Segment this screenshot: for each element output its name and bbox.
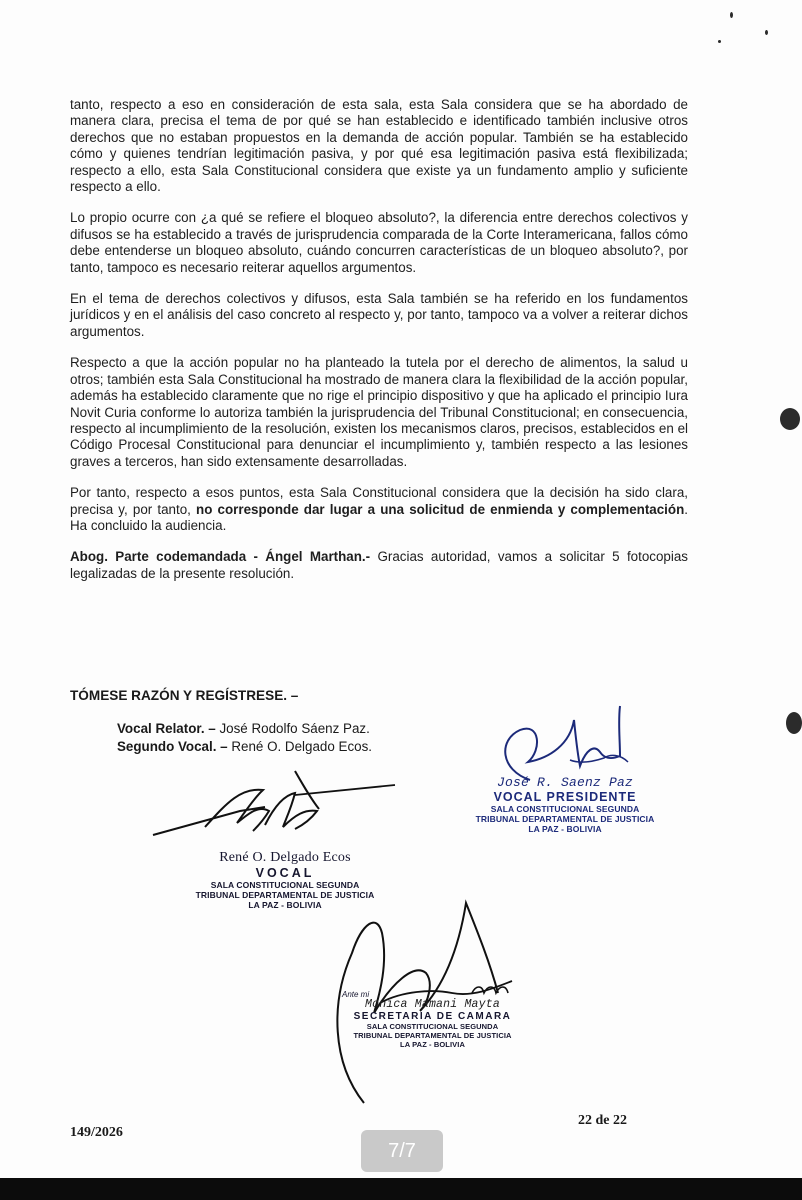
speck-mark — [765, 30, 768, 35]
president-stamp — [465, 775, 665, 834]
document-body — [70, 97, 688, 597]
conclusion-bold: no corresponde dar lugar a una solicitud de enmienda y complementación — [196, 501, 685, 517]
stamp-line: LA PAZ - BOLIVIA — [528, 824, 602, 834]
stamp-name: José R. Saenz Paz — [496, 775, 634, 790]
stamp-line: SALA CONSTITUCIONAL SEGUNDA — [366, 1022, 499, 1031]
signatory-name: René O. Delgado Ecos. — [227, 739, 373, 754]
punch-hole-mark — [780, 408, 800, 430]
conclusion-paragraph — [70, 485, 688, 534]
secretary-stamp — [340, 990, 525, 1049]
stamp-title: VOCAL — [255, 866, 315, 880]
speck-mark — [718, 40, 721, 43]
stamp-line: TRIBUNAL DEPARTAMENTAL DE JUSTICIA — [475, 814, 655, 824]
paragraph: tanto, respecto a eso en consideración de esta sala, esta Sala considera que se ha abordado de manera clara, precisa el tema de por qué se han establecido e identificado también inclusive otros derechos que no estaban propuestos en la demanda de acción popular. También se ha establecido cómo y quienes tendrían legitimación pasiva, y por qué esa legitimación pasiva está flexibilizada; respecto a ello, esta Sala Constitucional considera que existe ya un fundamento amplio y suficiente respecto a ello. — [70, 97, 688, 195]
paragraph: Respecto a que la acción popular no ha planteado la tutela por el derecho de alimentos, la salud u otros; también esta Sala Constitucional ha mostrado de manera clara la flexibilidad de la acción popular, además ha establecido claramente que no rige el principio dispositivo y que ha aplicado el principio Iura Novit Curia conforme lo autoriza también la jurisprudencia del Tribunal Constitucional; en consecuencia, respecto al incumplimiento de la resolución, existen los mecanismos claros, precisos, establecidos en el Código Procesal Constitucional para denunciar el incumplimiento y, también respecto a las lesiones graves a terceros, han sido extensamente desarrolladas. — [70, 355, 688, 469]
signatory-role: Segundo Vocal. – — [117, 739, 228, 754]
stamp-line: TRIBUNAL DEPARTAMENTAL DE JUSTICIA — [195, 890, 375, 900]
order-heading: TÓMESE RAZÓN Y REGÍSTRESE. – — [70, 688, 299, 703]
stamp-line: SALA CONSTITUCIONAL SEGUNDA — [210, 880, 360, 890]
handwritten-signature — [145, 765, 395, 845]
stamp-title: SECRETARIA DE CAMARA — [353, 1011, 512, 1022]
stamp-title: VOCAL PRESIDENTE — [493, 790, 637, 804]
stamp-line: LA PAZ - BOLIVIA — [400, 1040, 465, 1049]
stamp-line: LA PAZ - BOLIVIA — [248, 900, 322, 910]
stamp-prefix: Ante mi — [342, 990, 370, 999]
case-number: 149/2026 — [70, 1125, 123, 1140]
punch-hole-mark — [786, 712, 802, 734]
stamp-line: TRIBUNAL DEPARTAMENTAL DE JUSTICIA — [353, 1031, 512, 1040]
viewer-bottom-bar — [0, 1178, 802, 1200]
page-number: 22 de 22 — [578, 1113, 627, 1128]
request-paragraph — [70, 549, 688, 582]
stamp-line: SALA CONSTITUCIONAL SEGUNDA — [490, 804, 640, 814]
vocal-stamp — [185, 850, 385, 910]
speck-mark — [730, 12, 733, 18]
paragraph: Lo propio ocurre con ¿a qué se refiere el bloqueo absoluto?, la diferencia entre derechos colectivos y difusos se ha establecido a través de jurisprudencia comparada de la Corte Interamericana, fallos cómo debe entenderse un bloqueo absoluto, cuándo concurren características de un bloqueo absoluto?, por tanto, tampoco es necesario reiterar aquellos argumentos. — [70, 210, 688, 275]
conclusion-prefix: Por tanto, respecto a esos puntos, esta Sala Constitucional considera que la decisión ha sido clara, precisa y, por tanto, — [70, 485, 688, 517]
stamp-name: René O. Delgado Ecos — [219, 850, 351, 865]
signatory-role: Vocal Relator. – — [117, 721, 216, 736]
conclusion-suffix: . Ha concluido la audiencia. — [70, 501, 688, 533]
paragraph: En el tema de derechos colectivos y difusos, esta Sala también se ha referido en los fundamentos jurídicos y en el análisis del caso concreto al respecto y, por tanto, tampoco va a volver a reiterar dichos argumentos. — [70, 291, 688, 339]
request-text: Gracias autoridad, vamos a solicitar 5 fotocopias legalizadas de la presente resolución. — [70, 549, 688, 581]
page-indicator: 7/7 — [361, 1130, 443, 1172]
signatory-name: José Rodolfo Sáenz Paz. — [215, 721, 370, 736]
speaker-label: Abog. Parte codemandada - Ángel Marthan.- — [70, 549, 371, 565]
signatory-line — [117, 739, 372, 754]
stamp-name: Monica Mamani Mayta — [365, 998, 500, 1011]
signatory-line — [117, 721, 370, 736]
